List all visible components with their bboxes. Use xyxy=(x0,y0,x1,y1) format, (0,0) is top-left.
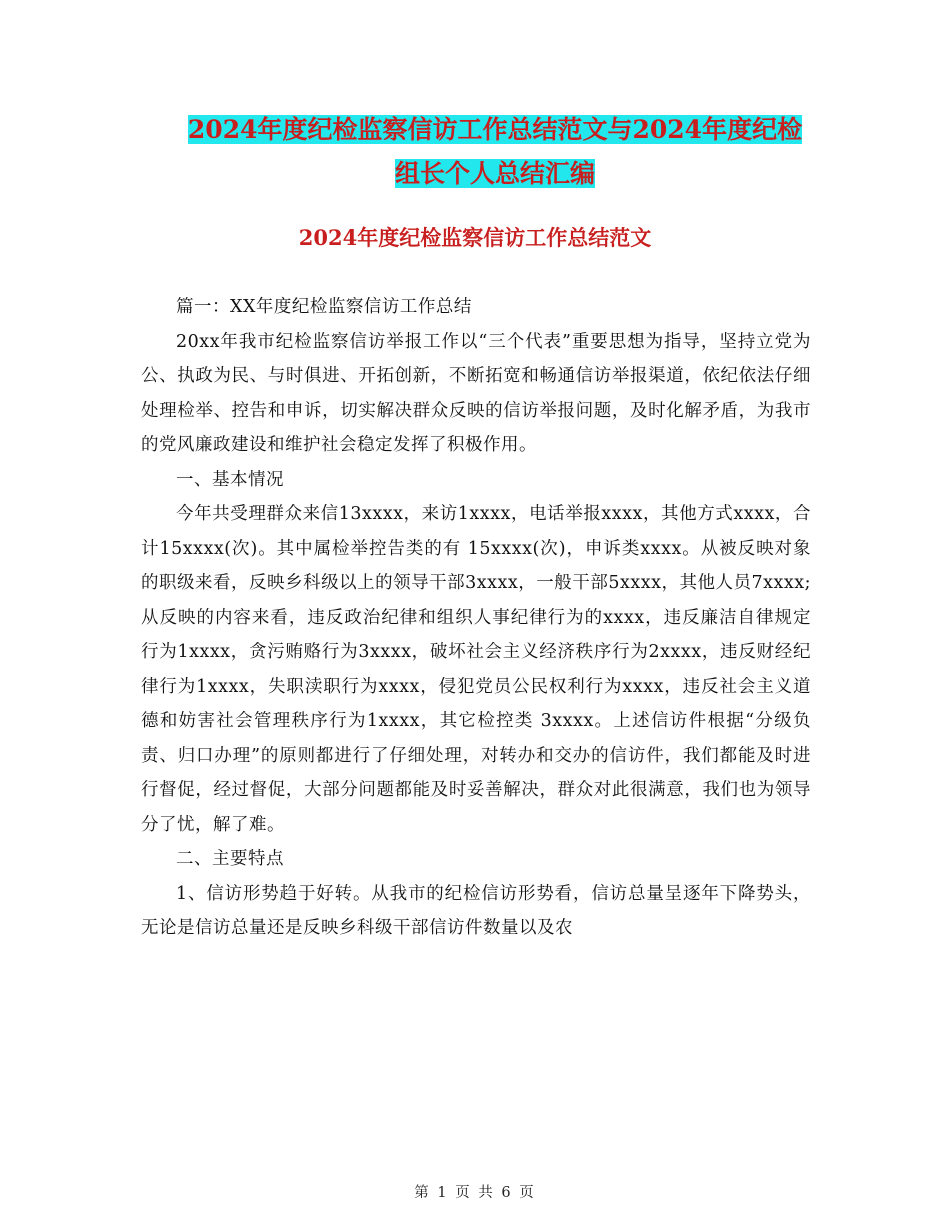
main-title-line-1-text: 2024年度纪检监察信访工作总结范文与2024年度纪检 xyxy=(187,115,803,144)
paragraph-subtitle: 篇一：XX年度纪检监察信访工作总结 xyxy=(176,297,472,317)
paragraph-statistics: 今年共受理群众来信13xxxx，来访1xxxx，电话举报xxxx，其他方式xxxx，合计15xxxx(次)。其中属检举控告类的有 15xxxx(次)，申诉类xxxx。从被反映对象的职级来看，反映乡科级以上的领导干部3xxxx，一般干部5xxxx，其他人员7xxxx;从反映的内容来看，违反政治纪律和组织人事纪律行为的xxxx，违反廉洁自律规定行为1xxxx，贪污贿赂行为3xxxx，破坏社会主义经济秩序行为2xxxx，违反财经纪律行为1xxxx，失职渎职行为xxxx，侵犯党员公民权利行为xxxx，违反社会主义道德和妨害社会管理秩序行为1xxxx，其它检控类 3xxxx。上述信访件根据“分级负责、归口办理”的原则都进行了仔细处理，对转办和交办的信访件，我们都能及时进行督促，经过督促，大部分问题都能及时妥善解决，群众对此很满意，我们也为领导分了忧，解了难。 xyxy=(141,504,811,835)
paragraph-feature-1: 1、信访形势趋于好转。从我市的纪检信访形势看，信访总量呈逐年下降势头，无论是信访总量还是反映乡科级干部信访件数量以及农 xyxy=(141,883,811,938)
paragraph-intro: 20xx年我市纪检监察信访举报工作以“三个代表”重要思想为指导，坚持立党为公、执政为民、与时俱进、开拓创新，不断拓宽和畅通信访举报渠道，依纪依法仔细处理检举、控告和申诉，切实解决群众反映的信访举报问题，及时化解矛盾，为我市的党风廉政建设和维护社会稳定发挥了积极作用。 xyxy=(141,331,811,455)
main-title-line-2 xyxy=(120,152,870,196)
body-text xyxy=(141,290,811,946)
main-title-line-1 xyxy=(120,108,870,152)
heading-main-features: 二、主要特点 xyxy=(176,849,284,869)
main-title-line-2-text: 组长个人总结汇编 xyxy=(394,159,595,188)
heading-basic-situation: 一、基本情况 xyxy=(176,469,284,490)
page-footer: 第 1 页 共 6 页 xyxy=(414,1185,536,1201)
section-title: 2024年度纪检监察信访工作总结范文 xyxy=(298,225,652,250)
